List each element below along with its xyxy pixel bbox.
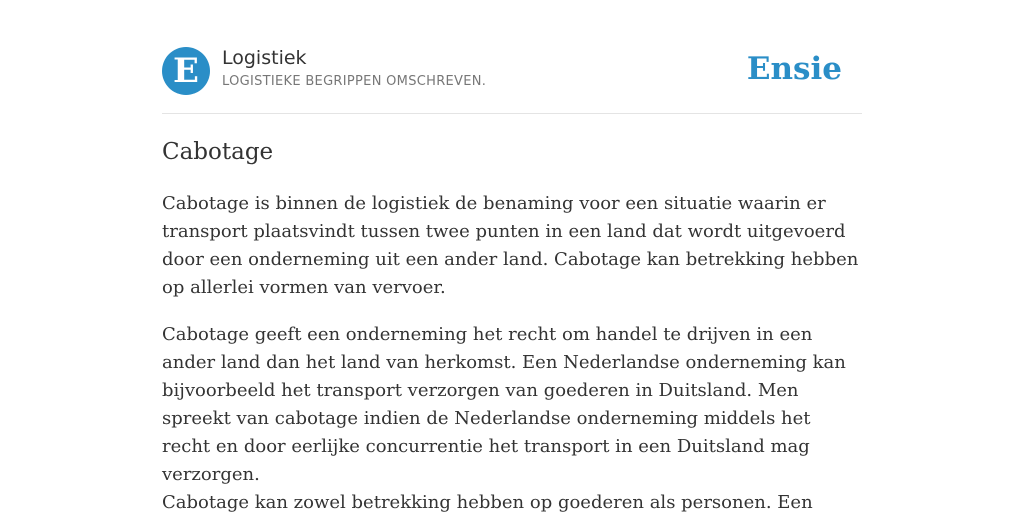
content-column [162,0,862,512]
article-paragraph-2: Cabotage geeft een onderneming het recht om handel te drijven in een ander land dan het land van herkomst. Een Nederlandse onderneming kan bijvoorbeeld het transport verzorgen van goederen in Duitsland. Men spreekt van cabotage indien de Nederlandse onderneming middels het recht en door eerlijke concurrentie het transport in een Duitsland mag verzorgen. [162,324,846,485]
logo-e-icon[interactable]: E [162,47,210,95]
article-title: Cabotage [162,139,274,165]
site-header [162,0,862,114]
site-title-link[interactable]: Logistiek [222,47,307,69]
article-paragraph-3: Cabotage kan zowel betrekking hebben op goederen als personen. Een [162,492,813,512]
ensie-brand-link[interactable]: Ensie [746,51,842,87]
site-tagline: LOGISTIEKE BEGRIPPEN OMSCHREVEN. [222,74,487,89]
article-paragraph-1: Cabotage is binnen de logistiek de benaming voor een situatie waarin er transport plaatsvindt tussen twee punten in een land dat wordt uitgevoerd door een onderneming uit een ander land. Cabotage kan betrekking hebben op allerlei vormen van vervoer. [162,193,859,298]
